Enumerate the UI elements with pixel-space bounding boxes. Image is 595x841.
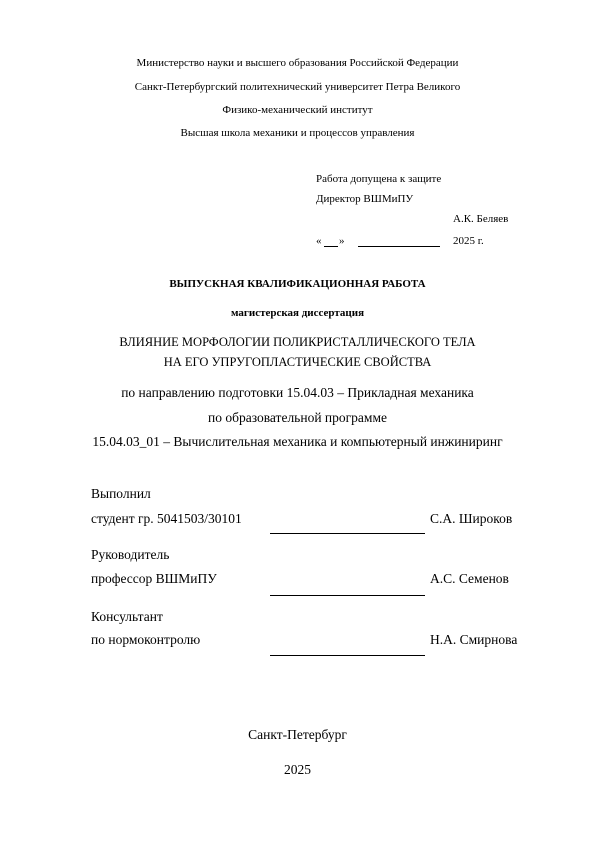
university-name: Санкт-Петербургский политехнический университет Петра Великого: [134, 81, 461, 93]
signature-line-author: [270, 533, 425, 534]
topic-line-1: ВЛИЯНИЕ МОРФОЛОГИИ ПОЛИКРИСТАЛЛИЧЕСКОГО ТЕЛА: [119, 335, 476, 349]
signature-role-consultant: Консультант: [91, 609, 163, 624]
signature-line-consultant: [270, 655, 425, 656]
program-label: по образовательной программе: [208, 410, 387, 425]
ministry-name: Министерство науки и высшего образования Российской Федерации: [136, 57, 459, 69]
signature-role-supervisor: Руководитель: [91, 547, 170, 562]
work-subtitle: магистерская диссертация: [230, 307, 365, 319]
institute-name: Физико-механический институт: [222, 104, 373, 116]
date-quote-close: »: [339, 235, 345, 247]
director-name: А.К. Беляев: [453, 213, 509, 225]
signature-name-supervisor: А.С. Семенов: [430, 571, 509, 586]
signature-role-author: Выполнил: [91, 486, 151, 501]
signature-position-supervisor: профессор ВШМиПУ: [91, 571, 217, 586]
approval-year: 2025 г.: [453, 235, 484, 247]
signature-name-author: С.А. Широков: [430, 511, 513, 526]
signature-position-author: студент гр. 5041503/30101: [91, 511, 242, 526]
direction-text: по направлению подготовки 15.04.03 – Прикладная механика: [121, 385, 474, 400]
signature-line-supervisor: [270, 595, 425, 596]
date-quote-open: «: [316, 235, 322, 247]
footer-city: Санкт-Петербург: [248, 727, 347, 742]
day-blank-line: [324, 246, 338, 247]
director-title: Директор ВШМиПУ: [316, 193, 414, 205]
footer-year: 2025: [284, 762, 311, 777]
work-type-title: ВЫПУСКНАЯ КВАЛИФИКАЦИОННАЯ РАБОТА: [169, 278, 426, 290]
topic-line-2: НА ЕГО УПРУГОПЛАСТИЧЕСКИЕ СВОЙСТВА: [163, 355, 432, 369]
month-blank-line: [358, 246, 440, 247]
school-name: Высшая школа механики и процессов управления: [180, 127, 415, 139]
approval-text: Работа допущена к защите: [316, 173, 442, 185]
signature-position-consultant: по нормоконтролю: [91, 632, 201, 647]
signature-name-consultant: Н.А. Смирнова: [430, 632, 518, 647]
program-name: 15.04.03_01 – Вычислительная механика и компьютерный инжиниринг: [92, 434, 503, 449]
